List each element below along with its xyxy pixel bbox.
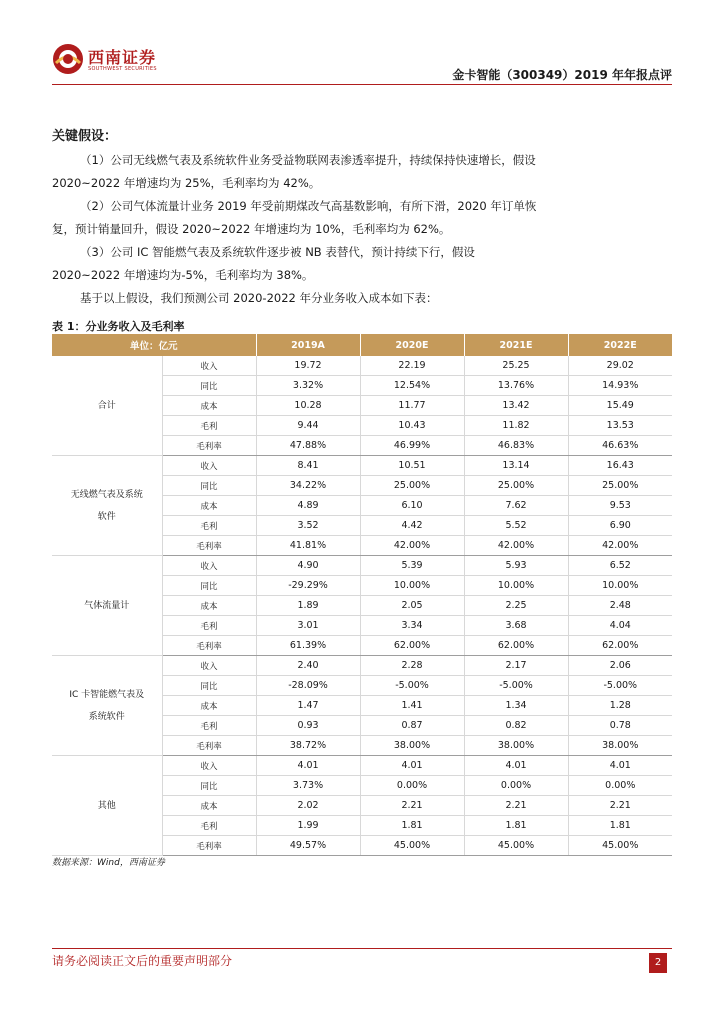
value-cell: 46.99% [360, 436, 464, 456]
value-cell: 2.02 [256, 796, 360, 816]
value-cell: 3.01 [256, 616, 360, 636]
value-cell: -29.29% [256, 576, 360, 596]
metric-label-cell: 成本 [162, 596, 256, 616]
value-cell: 2.48 [568, 596, 672, 616]
value-cell: 10.51 [360, 456, 464, 476]
value-cell: 2.21 [464, 796, 568, 816]
value-cell: 42.00% [464, 536, 568, 556]
logo-english-name: SOUTHWEST SECURITIES [88, 66, 157, 72]
value-cell: 1.34 [464, 696, 568, 716]
value-cell: 1.28 [568, 696, 672, 716]
value-cell: 25.00% [464, 476, 568, 496]
value-cell: -28.09% [256, 676, 360, 696]
table-row [52, 456, 672, 476]
metric-label-cell: 成本 [162, 496, 256, 516]
value-cell: 13.53 [568, 416, 672, 436]
value-cell: 61.39% [256, 636, 360, 656]
disclaimer-link[interactable]: 请务必阅读正文后的重要声明部分 [52, 954, 233, 968]
value-cell: 12.54% [360, 376, 464, 396]
value-cell: 14.93% [568, 376, 672, 396]
value-cell: 47.88% [256, 436, 360, 456]
value-cell: 5.93 [464, 556, 568, 576]
metric-label-cell: 毛利 [162, 516, 256, 536]
value-cell: 62.00% [568, 636, 672, 656]
table-row [52, 356, 672, 376]
table-row [52, 756, 672, 776]
metric-label-cell: 成本 [162, 396, 256, 416]
metric-label-cell: 毛利率 [162, 436, 256, 456]
logo-chinese-name: 西南证券 [88, 48, 157, 67]
value-cell: 1.81 [360, 816, 464, 836]
value-cell: 8.41 [256, 456, 360, 476]
metric-label-cell: 成本 [162, 696, 256, 716]
value-cell: 4.01 [256, 756, 360, 776]
value-cell: -5.00% [464, 676, 568, 696]
value-cell: 4.01 [360, 756, 464, 776]
value-cell: 13.76% [464, 376, 568, 396]
value-cell: 62.00% [360, 636, 464, 656]
value-cell: 0.87 [360, 716, 464, 736]
value-cell: 4.90 [256, 556, 360, 576]
value-cell: 3.34 [360, 616, 464, 636]
report-title: 金卡智能（300349）2019 年年报点评 [452, 68, 672, 82]
assumption-paragraph-1: （1）公司无线燃气表及系统软件业务受益物联网表渗透率提升，持续保持快速增长，假设 2020~2022 年增速均为 25%，毛利率均为 42%。 [52, 153, 536, 190]
value-cell: 13.42 [464, 396, 568, 416]
metric-label-cell: 同比 [162, 676, 256, 696]
table-row [52, 656, 672, 676]
value-cell: 2.06 [568, 656, 672, 676]
metric-label-cell: 收入 [162, 356, 256, 376]
value-cell: 42.00% [568, 536, 672, 556]
table-header-row [52, 334, 672, 356]
metric-label-cell: 毛利 [162, 616, 256, 636]
value-cell: 2.17 [464, 656, 568, 676]
metric-label-cell: 收入 [162, 656, 256, 676]
table-body [52, 356, 672, 856]
metric-label-cell: 同比 [162, 776, 256, 796]
segment-name-cell: 其他 [52, 756, 162, 856]
value-cell: 13.14 [464, 456, 568, 476]
value-cell: 15.49 [568, 396, 672, 416]
value-cell: 46.83% [464, 436, 568, 456]
metric-label-cell: 毛利率 [162, 836, 256, 856]
value-cell: 38.00% [568, 736, 672, 756]
value-cell: 10.28 [256, 396, 360, 416]
value-cell: 0.00% [568, 776, 672, 796]
value-cell: 4.04 [568, 616, 672, 636]
value-cell: -5.00% [568, 676, 672, 696]
metric-label-cell: 收入 [162, 556, 256, 576]
metric-label-cell: 毛利 [162, 816, 256, 836]
value-cell: 42.00% [360, 536, 464, 556]
segment-name-cell: 合计 [52, 356, 162, 456]
value-cell: 4.89 [256, 496, 360, 516]
metric-label-cell: 同比 [162, 576, 256, 596]
forecast-intro-paragraph: 基于以上假设，我们预测公司 2020-2022 年分业务收入成本如下表： [80, 291, 438, 305]
value-cell: 41.81% [256, 536, 360, 556]
metric-label-cell: 同比 [162, 476, 256, 496]
segment-name-cell: 气体流量计 [52, 556, 162, 656]
value-cell: 2.28 [360, 656, 464, 676]
value-cell: 22.19 [360, 356, 464, 376]
metric-label-cell: 毛利率 [162, 736, 256, 756]
metric-label-cell: 收入 [162, 456, 256, 476]
segment-revenue-table [52, 334, 672, 856]
metric-label-cell: 毛利 [162, 716, 256, 736]
assumption-paragraph-3: （3）公司 IC 智能燃气表及系统软件逐步被 NB 表替代，预计持续下行，假设 2020~2022 年增速均为-5%，毛利率均为 38%。 [52, 245, 475, 282]
value-cell: 1.41 [360, 696, 464, 716]
header-divider [52, 84, 672, 85]
table-row [52, 556, 672, 576]
value-cell: 0.82 [464, 716, 568, 736]
value-cell: 3.32% [256, 376, 360, 396]
value-cell: 10.00% [360, 576, 464, 596]
value-cell: 46.63% [568, 436, 672, 456]
value-cell: 9.44 [256, 416, 360, 436]
value-cell: 38.00% [360, 736, 464, 756]
value-cell: 1.81 [568, 816, 672, 836]
value-cell: 6.52 [568, 556, 672, 576]
value-cell: 45.00% [360, 836, 464, 856]
year-header: 2021E [464, 334, 568, 356]
value-cell: 2.05 [360, 596, 464, 616]
value-cell: 4.42 [360, 516, 464, 536]
page-number: 2 [649, 953, 667, 973]
value-cell: 11.77 [360, 396, 464, 416]
value-cell: 45.00% [568, 836, 672, 856]
value-cell: 2.25 [464, 596, 568, 616]
value-cell: 62.00% [464, 636, 568, 656]
year-header: 2022E [568, 334, 672, 356]
value-cell: 34.22% [256, 476, 360, 496]
value-cell: 3.52 [256, 516, 360, 536]
value-cell: 9.53 [568, 496, 672, 516]
value-cell: 16.43 [568, 456, 672, 476]
value-cell: 25.00% [360, 476, 464, 496]
value-cell: 29.02 [568, 356, 672, 376]
data-source-note: 数据来源：Wind，西南证券 [52, 858, 165, 868]
value-cell: 0.00% [360, 776, 464, 796]
value-cell: 11.82 [464, 416, 568, 436]
metric-label-cell: 同比 [162, 376, 256, 396]
metric-label-cell: 成本 [162, 796, 256, 816]
value-cell: 25.00% [568, 476, 672, 496]
value-cell: 3.73% [256, 776, 360, 796]
value-cell: 25.25 [464, 356, 568, 376]
value-cell: 2.40 [256, 656, 360, 676]
metric-label-cell: 毛利 [162, 416, 256, 436]
value-cell: 5.52 [464, 516, 568, 536]
value-cell: 6.10 [360, 496, 464, 516]
metric-label-cell: 收入 [162, 756, 256, 776]
segment-name-cell: IC 卡智能燃气表及系统软件 [52, 656, 162, 756]
year-header: 2019A [256, 334, 360, 356]
value-cell: 38.00% [464, 736, 568, 756]
value-cell: 6.90 [568, 516, 672, 536]
value-cell: 45.00% [464, 836, 568, 856]
assumption-paragraph-2: （2）公司气体流量计业务 2019 年受前期煤改气高基数影响，有所下滑，2020 年订单恢复，预计销量回升，假设 2020~2022 年增速均为 10%，毛利率均为 62%。 [52, 199, 537, 236]
value-cell: 10.00% [568, 576, 672, 596]
company-logo [52, 43, 172, 79]
value-cell: 1.99 [256, 816, 360, 836]
table-caption: 表 1：分业务收入及毛利率 [52, 320, 185, 333]
metric-label-cell: 毛利率 [162, 636, 256, 656]
company-logo-icon [52, 43, 84, 75]
section-heading: 关键假设： [52, 129, 118, 144]
value-cell: 4.01 [568, 756, 672, 776]
value-cell: 2.21 [360, 796, 464, 816]
value-cell: 7.62 [464, 496, 568, 516]
value-cell: 4.01 [464, 756, 568, 776]
value-cell: -5.00% [360, 676, 464, 696]
segment-name-cell: 无线燃气表及系统软件 [52, 456, 162, 556]
value-cell: 2.21 [568, 796, 672, 816]
value-cell: 3.68 [464, 616, 568, 636]
value-cell: 10.00% [464, 576, 568, 596]
metric-label-cell: 毛利率 [162, 536, 256, 556]
value-cell: 1.89 [256, 596, 360, 616]
unit-header: 单位：亿元 [52, 334, 256, 356]
year-header: 2020E [360, 334, 464, 356]
value-cell: 38.72% [256, 736, 360, 756]
value-cell: 49.57% [256, 836, 360, 856]
value-cell: 0.00% [464, 776, 568, 796]
value-cell: 0.93 [256, 716, 360, 736]
value-cell: 19.72 [256, 356, 360, 376]
value-cell: 1.47 [256, 696, 360, 716]
value-cell: 5.39 [360, 556, 464, 576]
value-cell: 1.81 [464, 816, 568, 836]
value-cell: 0.78 [568, 716, 672, 736]
value-cell: 10.43 [360, 416, 464, 436]
footer-divider [52, 948, 672, 949]
